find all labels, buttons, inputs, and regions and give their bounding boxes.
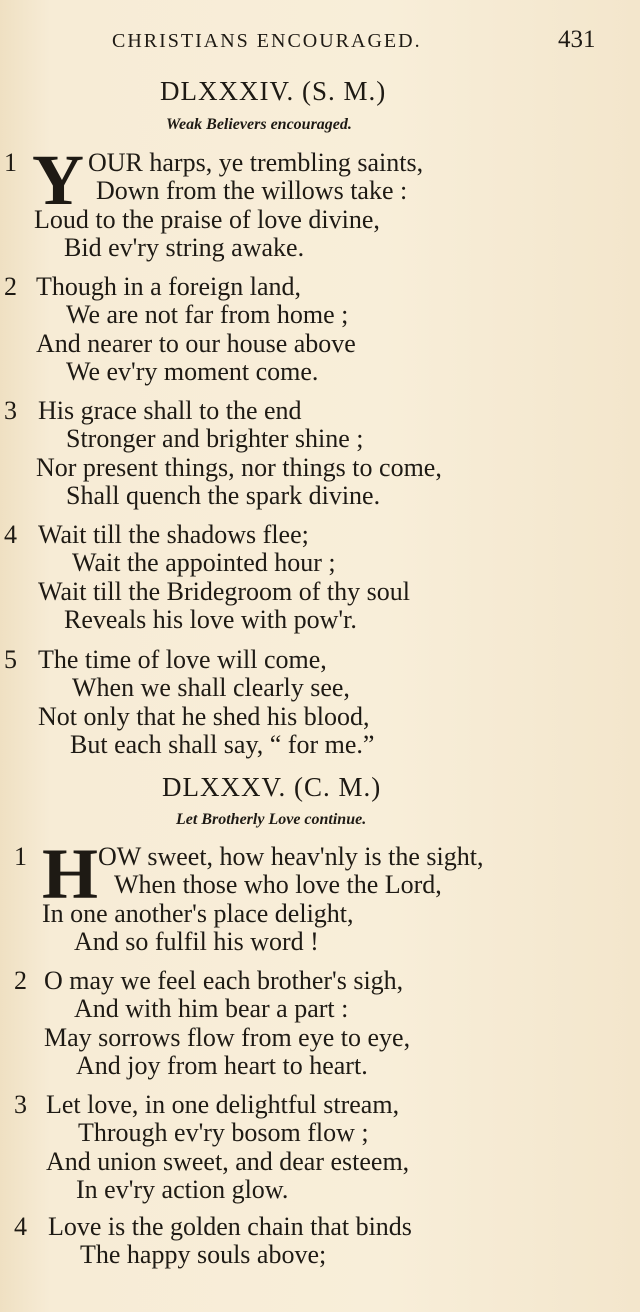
hymn-subtitle: Weak Believers encouraged. (166, 116, 352, 133)
verse-line: Through ev'ry bosom flow ; (78, 1118, 369, 1147)
verse-line: We ev'ry moment come. (66, 357, 319, 386)
verse-line: When those who love the Lord, (114, 870, 442, 899)
verse-line: And union sweet, and dear esteem, (46, 1147, 410, 1176)
verse-line: Shall quench the spark divine. (66, 481, 381, 510)
stanza-number: 1 (4, 148, 17, 177)
stanza-number: 3 (4, 396, 17, 425)
verse-line: We are not far from home ; (66, 300, 349, 329)
verse-line: Stronger and brighter shine ; (66, 424, 364, 453)
drop-cap: H (42, 834, 99, 914)
stanza-number: 3 (14, 1090, 27, 1119)
verse-line: But each shall say, “ for me.” (70, 730, 375, 759)
verse-line: Wait the appointed hour ; (72, 548, 336, 577)
verse-line: May sorrows flow from eye to eye, (44, 1023, 411, 1052)
verse-line: The happy souls above; (80, 1240, 327, 1269)
verse-line: When we shall clearly see, (72, 673, 350, 702)
verse-line: And with him bear a part : (74, 994, 349, 1023)
verse-line: And so fulfil his word ! (74, 927, 319, 956)
stanza-number: 4 (14, 1212, 27, 1241)
verse-line: In one another's place delight, (42, 899, 354, 928)
verse-line: Love is the golden chain that binds (48, 1212, 412, 1241)
hymn-title: DLXXXIV. (S. M.) (160, 76, 387, 106)
verse-line: Wait till the shadows flee; (38, 520, 309, 549)
stanza-number: 1 (14, 842, 27, 871)
verse-line: O may we feel each brother's sigh, (44, 966, 404, 995)
verse-line: The time of love will come, (38, 645, 327, 674)
verse-line: Down from the willows take : (96, 176, 408, 205)
drop-cap: Y (32, 140, 84, 220)
verse-line: Wait till the Bridegroom of thy soul (38, 577, 410, 606)
stanza-number: 2 (14, 966, 27, 995)
verse-line: Let love, in one delightful stream, (46, 1090, 400, 1119)
stanza-number: 5 (4, 645, 17, 674)
verse-line: And nearer to our house above (36, 329, 356, 358)
hymn-title: DLXXXV. (C. M.) (162, 772, 382, 802)
verse-line: His grace shall to the end (38, 396, 302, 425)
stanza-number: 4 (4, 520, 17, 549)
verse-line: Though in a foreign land, (36, 272, 301, 301)
verse-line: Nor present things, nor things to come, (36, 453, 442, 482)
running-head: CHRISTIANS ENCOURAGED. (112, 30, 422, 52)
page-number: 431 (558, 26, 596, 53)
verse-line: In ev'ry action glow. (76, 1175, 289, 1204)
verse-line: Reveals his love with pow'r. (64, 605, 357, 634)
verse-line: And joy from heart to heart. (76, 1051, 368, 1080)
stanza-number: 2 (4, 272, 17, 301)
verse-line: Not only that he shed his blood, (38, 702, 370, 731)
verse-line: Loud to the praise of love divine, (34, 205, 380, 234)
verse-line: OW sweet, how heav'nly is the sight, (98, 842, 484, 871)
verse-line: OUR harps, ye trembling saints, (88, 148, 424, 177)
verse-line: Bid ev'ry string awake. (64, 233, 305, 262)
hymn-subtitle: Let Brotherly Love continue. (176, 811, 367, 828)
